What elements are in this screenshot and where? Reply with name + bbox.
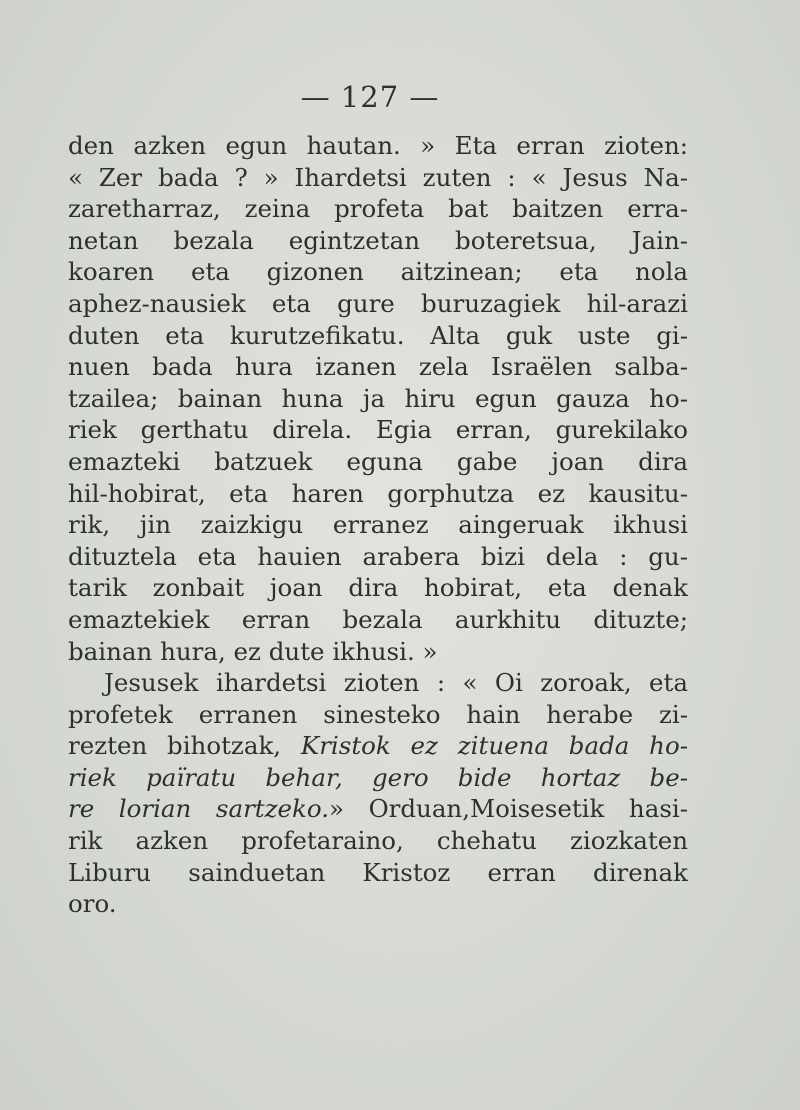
text-line: tarik zonbait joan dira hobirat, eta denak xyxy=(68,573,688,603)
text-line: emazteki batzuek eguna gabe joan dira xyxy=(68,446,688,476)
text-line: profetek erranen sinesteko hain herabe zi- xyxy=(68,699,688,729)
text-line: zaretharraz, zeina profeta bat baitzen erra- xyxy=(68,194,688,224)
text-line: aphez-nausiek eta gure buruzagiek hil-arazi xyxy=(68,288,688,318)
paragraph-start-line: Jesusek ihardetsi zioten : « Oi zoroak, eta xyxy=(104,668,688,698)
text-line: netan bezala egintzetan boteretsua, Jain- xyxy=(68,225,688,255)
italic-quote: re lorian sartzeko. xyxy=(68,794,329,824)
text-line xyxy=(68,762,688,794)
text-line: den azken egun hautan. » Eta erran zioten: xyxy=(68,131,688,160)
paragraph-end-line: oro. xyxy=(68,889,117,919)
page-number: — 127 — xyxy=(300,80,440,114)
text-line: « Zer bada ? » Ihardetsi zuten : « Jesus Na- xyxy=(68,162,688,192)
text-line: rik azken profetaraino, chehatu ziozkaten xyxy=(68,826,688,856)
text-line: tzailea; bainan huna ja hiru egun gauza ho- xyxy=(68,383,688,413)
text-line: re lorian sartzeko.» Orduan,Moisesetik hasi- xyxy=(68,794,689,824)
text-line: rezten bihotzak, Kristok ez zituena bada ho- xyxy=(68,731,688,761)
italic-quote: Kristok ez zituena bada ho- xyxy=(300,731,688,761)
text-line: koaren eta gizonen aitzinean; eta nola xyxy=(68,257,688,287)
paragraph-end-line: bainan hura, ez dute ikhusi. » xyxy=(68,636,438,666)
text-line: hil-hobirat, eta haren gorphutza ez kausitu- xyxy=(68,478,688,508)
text-line: riek gerthatu direla. Egia erran, gurekilako xyxy=(68,415,688,445)
text-line: nuen bada hura izanen zela Israëlen salba- xyxy=(68,352,688,382)
text-line: dituztela eta hauien arabera bizi dela : gu- xyxy=(68,541,688,571)
text-line: emaztekiek erran bezala aurkhitu dituzte; xyxy=(68,604,688,634)
text-line: Liburu sainduetan Kristoz erran direnak xyxy=(68,857,688,887)
body-text xyxy=(68,130,688,920)
italic-quote: riek païratu behar, gero bide hortaz be- xyxy=(68,762,688,792)
text-line: rik, jin zaizkigu erranez aingeruak ikhusi xyxy=(68,510,688,540)
text-line: duten eta kurutzefikatu. Alta guk uste gi- xyxy=(68,320,688,350)
